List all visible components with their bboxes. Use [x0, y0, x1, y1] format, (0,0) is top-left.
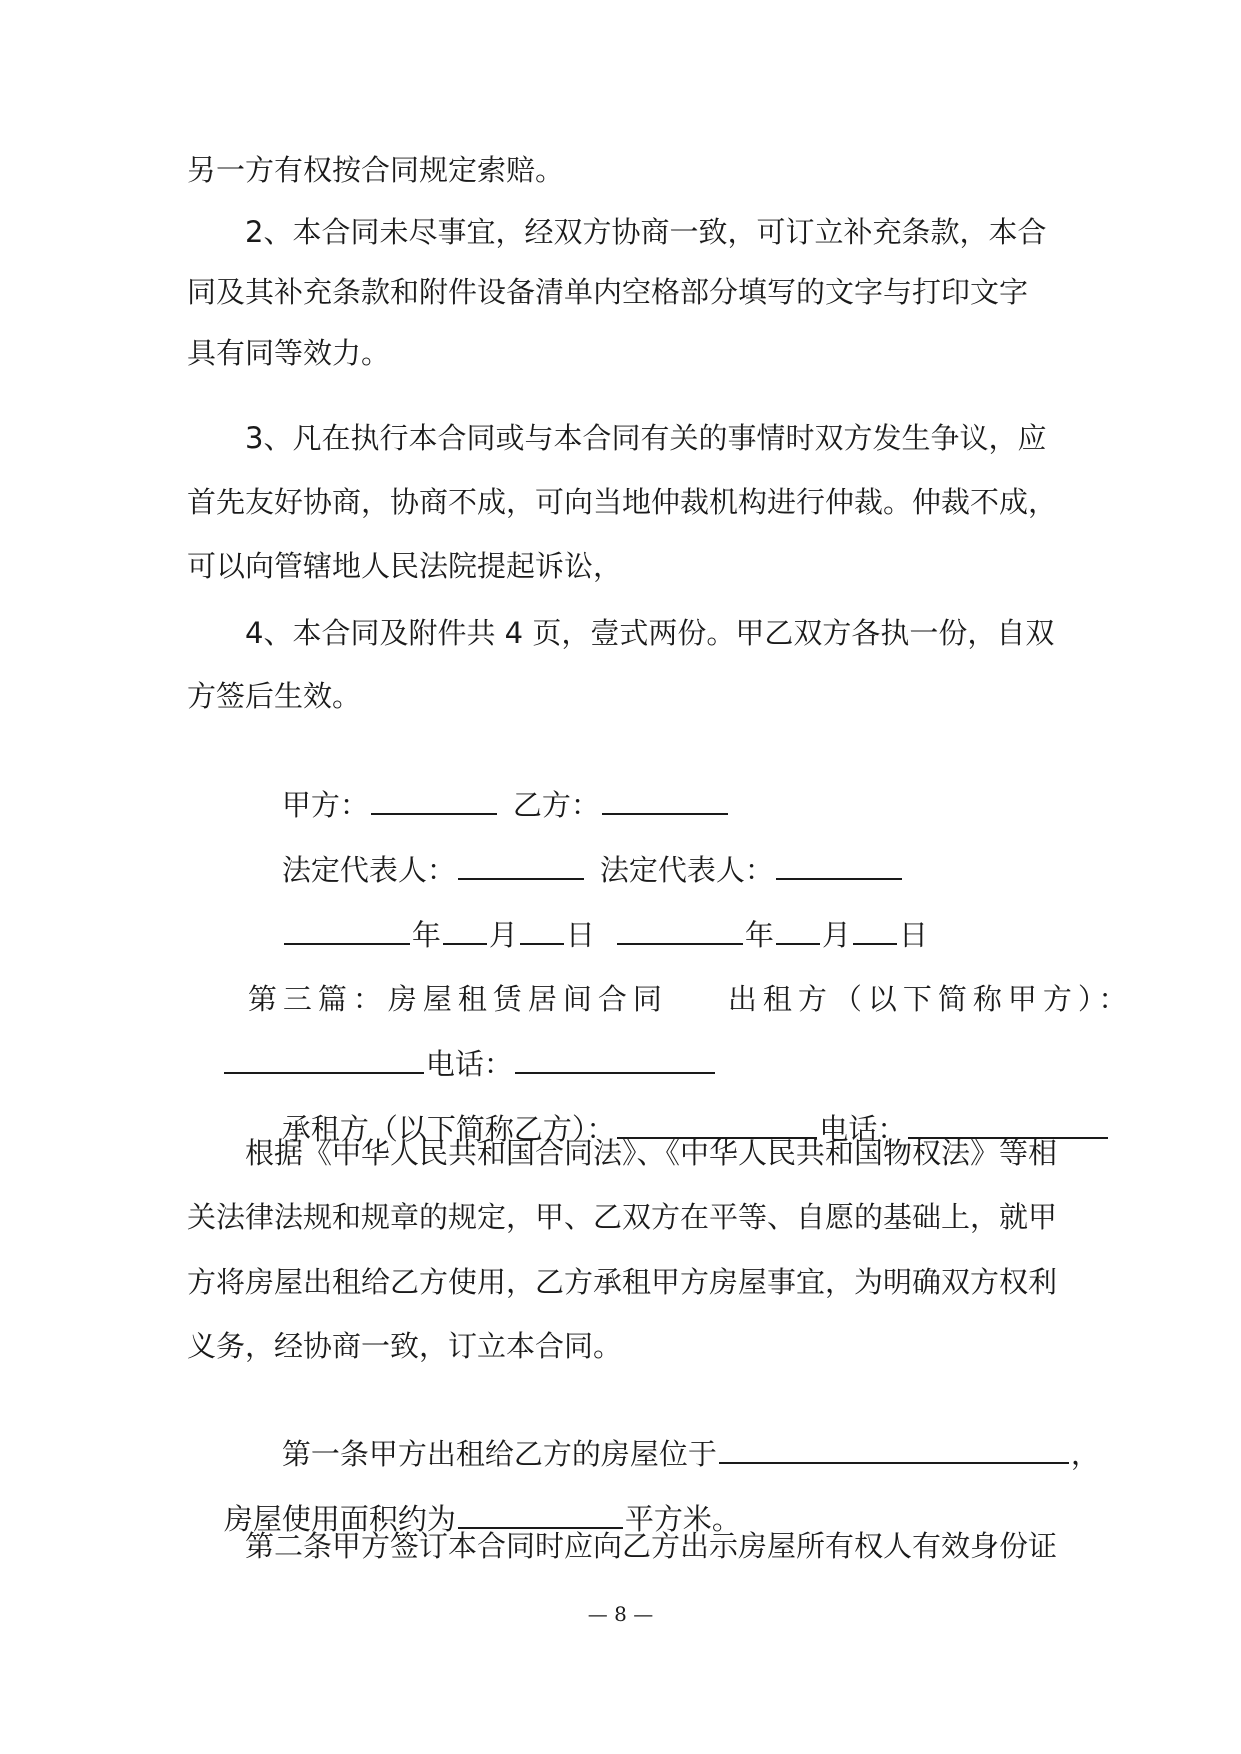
- paragraph-line: 另一方有权按合同规定索赔。: [187, 153, 565, 187]
- article-1-text: 第一条甲方出租给乙方的房屋位于: [281, 1437, 717, 1471]
- paragraph-line: 3、凡在执行本合同或与本合同有关的事情时双方发生争议，应: [245, 421, 1047, 455]
- month-label: 月: [488, 918, 518, 952]
- address-blank: [719, 1436, 1069, 1464]
- lessor-label: 出租方（以下简称甲方）：: [727, 982, 1134, 1016]
- day-label: 日: [565, 918, 595, 952]
- paragraph-line: 方签后生效。: [187, 679, 362, 713]
- party-b-label: 乙方：: [512, 788, 600, 822]
- area-blank: [458, 1501, 623, 1529]
- lessor-phone-label: 电话：: [425, 1047, 513, 1081]
- section-title: 第三篇：房屋租赁居间合同: [247, 982, 668, 1016]
- rep-b-label: 法定代表人：: [599, 853, 774, 887]
- paragraph-line: 4、本合同及附件共 4 页，壹式两份。甲乙双方各执一份，自双: [245, 616, 1055, 650]
- lessee-phone-label: 电话：: [819, 1112, 907, 1146]
- paragraph-line: 首先友好协商，协商不成，可向当地仲裁机构进行仲裁。仲裁不成，: [187, 485, 1058, 519]
- party-a-label: 甲方：: [281, 788, 369, 822]
- day-label: 日: [898, 918, 928, 952]
- area-unit: 平方米。: [624, 1502, 741, 1536]
- lessee-label: 承租方（以下简称乙方）：: [281, 1112, 616, 1146]
- paragraph-line: 第二条甲方签订本合同时应向乙方出示房屋所有权人有效身份证: [245, 1529, 1058, 1563]
- paragraph-line: 具有同等效力。: [187, 336, 391, 370]
- article-1-comma: ，: [1070, 1437, 1100, 1471]
- paragraph-line: 2、本合同未尽事宜，经双方协商一致，可订立补充条款，本合: [245, 215, 1047, 249]
- paragraph-line: 同及其补充条款和附件设备清单内空格部分填写的文字与打印文字: [187, 275, 1029, 309]
- area-label: 房屋使用面积约为: [223, 1502, 456, 1536]
- page-number: — 8 —: [587, 1602, 654, 1626]
- year-label: 年: [744, 918, 774, 952]
- paragraph-line: 义务，经协商一致，订立本合同。: [187, 1329, 623, 1363]
- rep-a-label: 法定代表人：: [281, 853, 456, 887]
- paragraph-line: 关法律法规和规章的规定，甲、乙双方在平等、自愿的基础上，就甲: [187, 1200, 1058, 1234]
- month-label: 月: [821, 918, 851, 952]
- year-label: 年: [411, 918, 441, 952]
- paragraph-line: 根据《中华人民共和国合同法》、《中华人民共和国物权法》等相: [245, 1136, 1058, 1170]
- paragraph-line: 方将房屋出租给乙方使用，乙方承租甲方房屋事宜，为明确双方权利: [187, 1265, 1058, 1299]
- paragraph-line: 可以向管辖地人民法院提起诉讼，: [187, 549, 623, 583]
